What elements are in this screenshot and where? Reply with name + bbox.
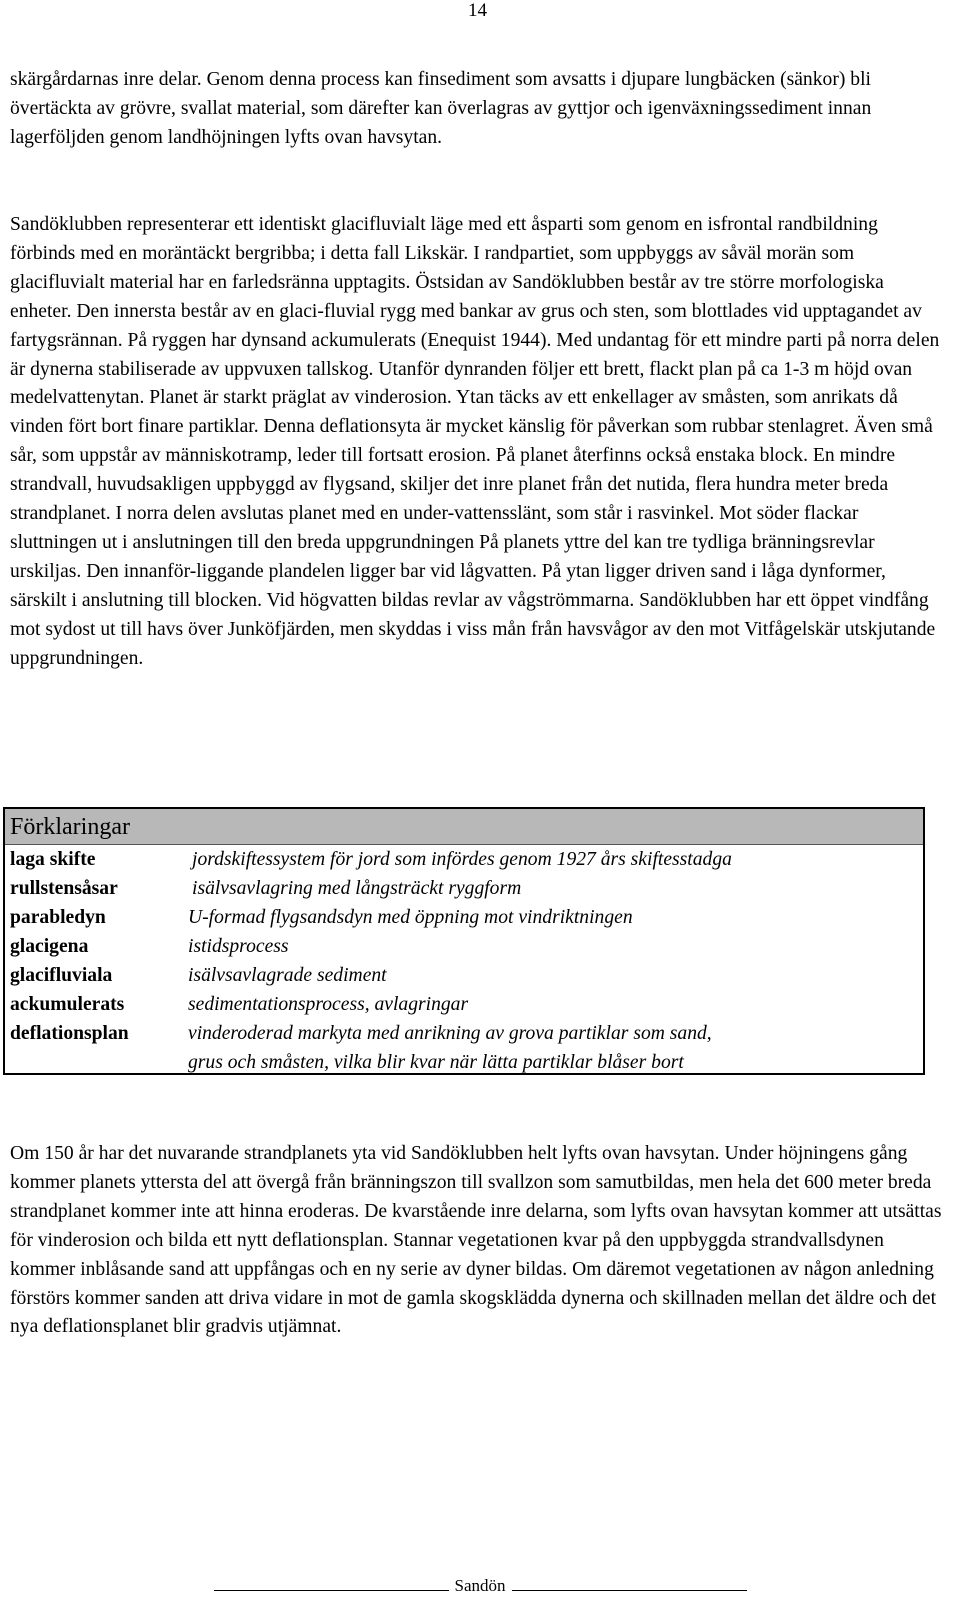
glossary-definition: istidsprocess [188, 936, 289, 957]
glossary-row [5, 845, 923, 874]
glossary-row [5, 903, 923, 932]
glossary-row [5, 990, 923, 1019]
glossary-term: rullstensåsar [10, 878, 118, 899]
glossary-term: deflationsplan [10, 1023, 129, 1044]
footer-label: Sandön [454, 1576, 506, 1595]
paragraph-2: Sandöklubben representerar ett identiskt glacifluvialt läge med ett åsparti som genom en isfrontal randbildning förbinds med en moräntäckt bergribba; i detta fall Likskär. I randpartiet, som uppbyggs av såväl morän som glacifluvialt material har en farledsränna upptagits. Östsidan av Sandöklubben består av tre större morfologiska enheter. Den innersta består av en glaci-fluvial rygg med bankar av grus och sten, som blottlades vid upptagandet av fartygsrännan. På ryggen har dynsand ackumulerats (Enequist 1944). Med undantag för ett mindre parti på norra delen är dynerna stabiliserade av uppvuxen tallskog. Utanför dynranden följer ett brett, flackt plan på ca 1-3 m höjd ovan medelvattenytan. Planet är starkt präglat av vinderosion. Ytan täcks av ett enkellager av småsten, som anrikats då vinden fört bort finare partiklar. Denna deflationsyta är mycket känslig för påverkan som rubbar stenlagret. Även små sår, som uppstår av människotramp, leder till fortsatt erosion. På planet återfinns också enstaka block. En mindre strandvall, huvudsakligen uppbyggd av flygsand, skiljer det inre planet från det nutida, flera hundra meter breda strandplanet. I norra delen avslutas planet med en under-vattensslänt, som står i rasvinkel. Mot söder flackar sluttningen ut i anslutningen till den breda uppgrundningen På planets yttre del kan tre tydliga bränningsrevlar urskiljas. Den innanför-liggande plandelen ligger bar vid lågvatten. På ytan ligger driven sand i låga dynformer, särskilt i anslutning till blocken. Vid högvatten bildas revlar av vågströmmarna. Sandöklubben har ett öppet vindfång mot sydost ut till havs över Junköfjärden, men skyddas i viss mån från havsvågor av den mot Vitfågelskär utskjutande uppgrundningen. [10, 214, 940, 669]
glossary-definition: isälvsavlagring med långsträckt ryggform [192, 878, 522, 899]
glossary-definition: jordskiftessystem för jord som infördes genom 1927 års skiftesstadga [192, 849, 732, 870]
glossary-term: glacigena [10, 936, 89, 957]
footer-rule-right [512, 1576, 747, 1591]
glossary-term: parabledyn [10, 907, 106, 928]
paragraph-3: Om 150 år har det nuvarande strandplanets yta vid Sandöklubben helt lyfts ovan havsytan. Under höjningens gång kommer planets yttersta del att övergå från bränningszon till svallzon som samutbildas, men hela det 600 meter breda strandplanet kommer inte att hinna eroderas. De kvarstående inre delarna, som lyfts ovan havsytan kommer att utsättas för vinderosion och bilda ett nytt deflationsplan. Stannar vegetationen kvar på den uppbyggda strandvallsdynen kommer inblåsande sand att uppfångas och en ny serie av dyner bildas. Om däremot vegetationen av någon anledning förstörs kommer sanden att driva vidare in mot de gamla skogsklädda dynerna och skillnaden mellan det äldre och det nya deflationsplanet blir gradvis utjämnat. [10, 1143, 942, 1338]
glossary-term: laga skifte [10, 849, 96, 870]
glossary-definition: vinderoderad markyta med anrikning av grova partiklar som sand, [188, 1023, 712, 1044]
glossary-term: glacifluviala [10, 965, 113, 986]
glossary-row [5, 961, 923, 990]
glossary-term [5, 1048, 180, 1077]
page-number: 14 [468, 0, 487, 21]
glossary-definition: sedimentationsprocess, avlagringar [188, 994, 469, 1015]
paragraph-1: skärgårdarnas inre delar. Genom denna process kan finsediment som avsatts i djupare lungbäcken (sänkor) bli övertäckta av grövre, svallat material, som därefter kan överlagras av gyttjor och igenväxningssediment innan lagerföljden genom landhöjningen lyfts ovan havsytan. [10, 69, 872, 148]
glossary-definition: isälvsavlagrade sediment [188, 965, 387, 986]
glossary-title: Förklaringar [5, 809, 923, 845]
glossary-box [3, 807, 925, 1075]
glossary-term: ackumulerats [10, 994, 125, 1015]
glossary-definition: U-formad flygsandsdyn med öppning mot vindriktningen [188, 907, 633, 928]
glossary-row [5, 1048, 923, 1077]
page-footer [0, 1575, 960, 1597]
glossary-definition: grus och småsten, vilka blir kvar när lätta partiklar blåser bort [188, 1052, 684, 1073]
glossary-row [5, 932, 923, 961]
glossary-row [5, 1019, 923, 1048]
glossary-row [5, 874, 923, 903]
footer-rule-left [214, 1576, 449, 1591]
